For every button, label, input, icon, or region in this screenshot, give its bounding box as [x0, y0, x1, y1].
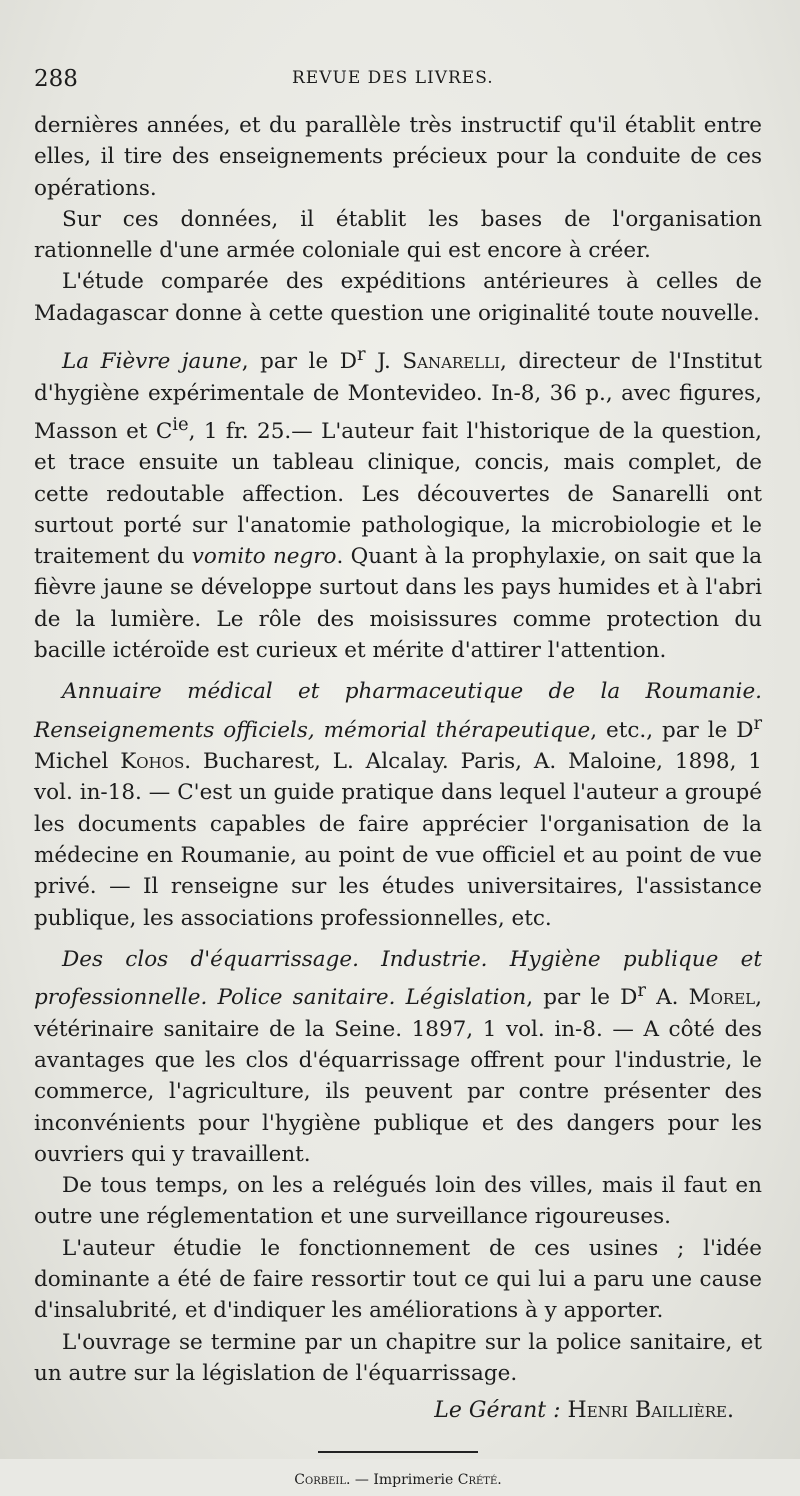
running-title: REVUE DES LIVRES.	[292, 68, 494, 88]
author-name: Kohos	[120, 749, 185, 775]
by-text: , par le D	[241, 349, 357, 375]
review-text: . Quant à la prophylaxie, on sait que la fièvre jaune se développe surtout dans les pays humides et à l'abri de la lumière. Le rôle des moisissures comme protection du bacille ictéroïde est curieux et mérite d'attirer l'attention.	[34, 544, 763, 664]
author-name: Morel	[688, 985, 756, 1011]
paragraph-continuation: dernières années, et du parallèle très instructif qu'il établit entre elles, il tire des enseignements précieux pour la conduite de ces opérations.	[34, 113, 762, 201]
book-title: La Fièvre jaune	[62, 349, 242, 375]
page-number: 288	[34, 66, 78, 92]
imprint-city: Corbeil	[294, 1471, 346, 1488]
author-first-name: Michel	[34, 749, 121, 775]
signature-last-name: Baillière.	[635, 1398, 734, 1424]
author-initial: J.	[365, 349, 403, 375]
imprint	[34, 1465, 762, 1496]
by-text: , par le D	[526, 985, 638, 1011]
dr-superscript: r	[637, 980, 646, 1002]
paragraph: De tous temps, on les a relégués loin des villes, mais il faut en outre une réglementation et une surveillance rigoureuses.	[34, 1173, 762, 1230]
review-text: , directeur de l'Institut d'hygiène expérimentale de Montevideo. In-8, 36 p., avec figures, Masson et C	[34, 349, 762, 444]
review-text: . Bucharest, L. Alcalay. Paris, A. Maloine, 1898, 1 vol. in-18. — C'est un guide pratique dans lequel l'auteur a groupé les documents capables de faire apprécier l'organisation de la médecine en Roumanie, au point de vue officiel et au point de vue privé. — Il renseigne sur les études universitaires, l'assistance publique, les associations professionnelles, etc.	[34, 749, 762, 931]
paragraph: Sur ces données, il établit les bases de l'organisation rationnelle d'une armée coloniale qui est encore à créer.	[34, 206, 762, 264]
review-entry-annuaire	[34, 676, 762, 934]
book-title: Annuaire médical et pharmaceutique de la Roumanie. Renseignements officiels, mémorial thérapeutique	[34, 679, 762, 743]
review-entry-equarrissage	[34, 944, 762, 1170]
paragraph: L'ouvrage se termine par un chapitre sur la police sanitaire, et un autre sur la législation de l'équarrissage.	[34, 1329, 762, 1386]
signature	[34, 1395, 762, 1426]
dr-superscript: r	[753, 712, 763, 734]
signature-label: Le Gérant :	[434, 1398, 561, 1424]
imprint-separator: . — Imprimerie	[345, 1471, 458, 1488]
author-initial: A.	[645, 985, 689, 1011]
italic-term: vomito negro	[191, 544, 337, 570]
page-header	[34, 66, 774, 100]
paragraph: L'étude comparée des expéditions antérieures à celles de Madagascar donne à cette question une originalité toute nouvelle.	[34, 269, 762, 326]
page-body	[34, 110, 762, 1496]
signature-first-name: Henri	[567, 1398, 629, 1424]
book-title: Des clos d'équarrissage. Industrie. Hygiène publique et professionnelle. Police sanitaire. Législation	[34, 946, 762, 1011]
review-entry-fievre-jaune	[34, 339, 762, 666]
footer-rule	[318, 1451, 478, 1453]
author-name: Sanarelli	[402, 349, 501, 375]
review-text: , vétérinaire sanitaire de la Seine. 1897, 1 vol. in-8. — A côté des avantages que les clos d'équarrissage offrent pour l'industrie, le commerce, l'agriculture, ils peuvent par contre présenter des inconvénients pour l'hygiène publique et des dangers pour les ouvriers qui y travaillent.	[34, 985, 762, 1167]
paragraph: L'auteur étudie le fonctionnement de ces usines ; l'idée dominante a été de faire ressortir tout ce qui lui a paru une cause d'insalubrité, et d'indiquer les améliorations à y apporter.	[34, 1235, 762, 1324]
cie-superscript: ie	[172, 413, 189, 435]
dr-superscript: r	[356, 344, 366, 366]
review-text: , 1 fr. 25.— L'auteur fait l'historique de la question, et trace ensuite un tableau clinique, concis, mais complet, de cette redoutable affection. Les découvertes de Sanarelli ont surtout porté sur l'anatomie pathologique, la microbiologie et le traitement du	[34, 418, 762, 570]
by-text: , etc., par le D	[590, 717, 754, 743]
imprint-printer: Crété	[457, 1471, 498, 1488]
imprint-end: .	[497, 1471, 502, 1488]
